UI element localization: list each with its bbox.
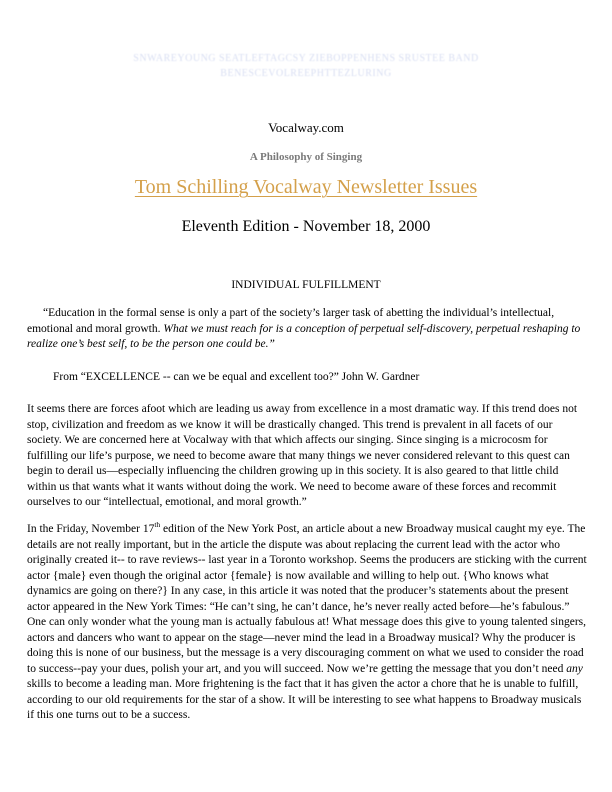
paragraph-2-part-c: skills to become a leading man. More frightening is the fact that it has given the actor a chore that he is unable to fulfill, according to our old requirements for the star of a show. It will be interesting to see what happens to Broadway musicals if this one turns out to be a success. [27, 678, 582, 721]
quote-plain-text: “Education in the formal sense is only a part of the society’s larger task of abetting the individual’s intellectual, emotional and moral growth. [27, 307, 555, 335]
quote-source: From “EXCELLENCE -- can we be equal and excellent too?” John W. Gardner [53, 371, 420, 383]
site-name: Vocalway.com [268, 120, 344, 135]
paragraph-2-emphasis: any [566, 662, 583, 675]
article-heading: INDIVIDUAL FULFILLMENT [231, 279, 381, 291]
paragraph-2-part-b: edition of the New York Post, an article about a new Broadway musical caught my eye. The details are not really important, but in the article the dispute was about replacing the current lead with the actor who originally created it-- to rave reviews-- last year in a Toronto workshop. Seems the producers are sticking with the current actor {male} even though the original actor {female} is now available and willing to help out. {Who knows what dynamics are going on there?} In any case, in this article it was noted that the producer’s statements about the present actor appeared in the New York Times: “He can’t sing, he can’t dance, he’s never really acted before—he’s fabulous.” One can only wonder what the young man is actually fabulous at! What message does this give to young talented singers, actors and dancers who want to appear on the stage—never mind the lead in a Broadway musical? Why the producer is doing this is none of our business, but the message is a very discouraging comment on what we used to consider the road to success--pay your dues, polish your art, and you will succeed. Now we’re getting the message that you don’t need [27, 523, 587, 675]
ordinal-suffix: th [154, 520, 161, 530]
watermark-line-1: SNWAREYOUNG SEATLEFTAGCSY ZIEBOPPENHENS SRUSTEE BAND [133, 53, 479, 64]
paragraph-1: It seems there are forces afoot which are leading us away from excellence in a most dramatic way. If this trend does not stop, civilization and freedom as we know it will be drastically changed. This trend is prevalent in all facets of our society. We are concerned here at Vocalway with that which affects our singing. Since singing is a microcosm for fulfilling our life’s purpose, we need to become aware that many things we never considered relevant to this quest can begin to derail us—especially influencing the children growing up in this society. It is also geared to that little child within us that wants what it wants without doing the work. We need to become aware of these forces and recommit ourselves to our “intellectual, emotional, and moral growth.” [27, 403, 578, 508]
quote-italic-text: What we must reach for is a conception of perpetual self-discovery, perpetual reshaping to realize one’s best self, to be the person one could be.” [27, 322, 581, 350]
watermark-line-2: BENESCEVOLREEPHTTEZLURING [220, 68, 392, 79]
paragraph-2 [27, 522, 589, 724]
paragraph-2-part-a: In the Friday, November 17 [27, 523, 155, 535]
newsletter-title-link[interactable]: Tom Schilling Vocalway Newsletter Issues [134, 176, 478, 198]
subtitle: A Philosophy of Singing [249, 151, 363, 163]
edition-line: Eleventh Edition - November 18, 2000 [181, 218, 431, 235]
epigraph-quote [27, 306, 589, 353]
